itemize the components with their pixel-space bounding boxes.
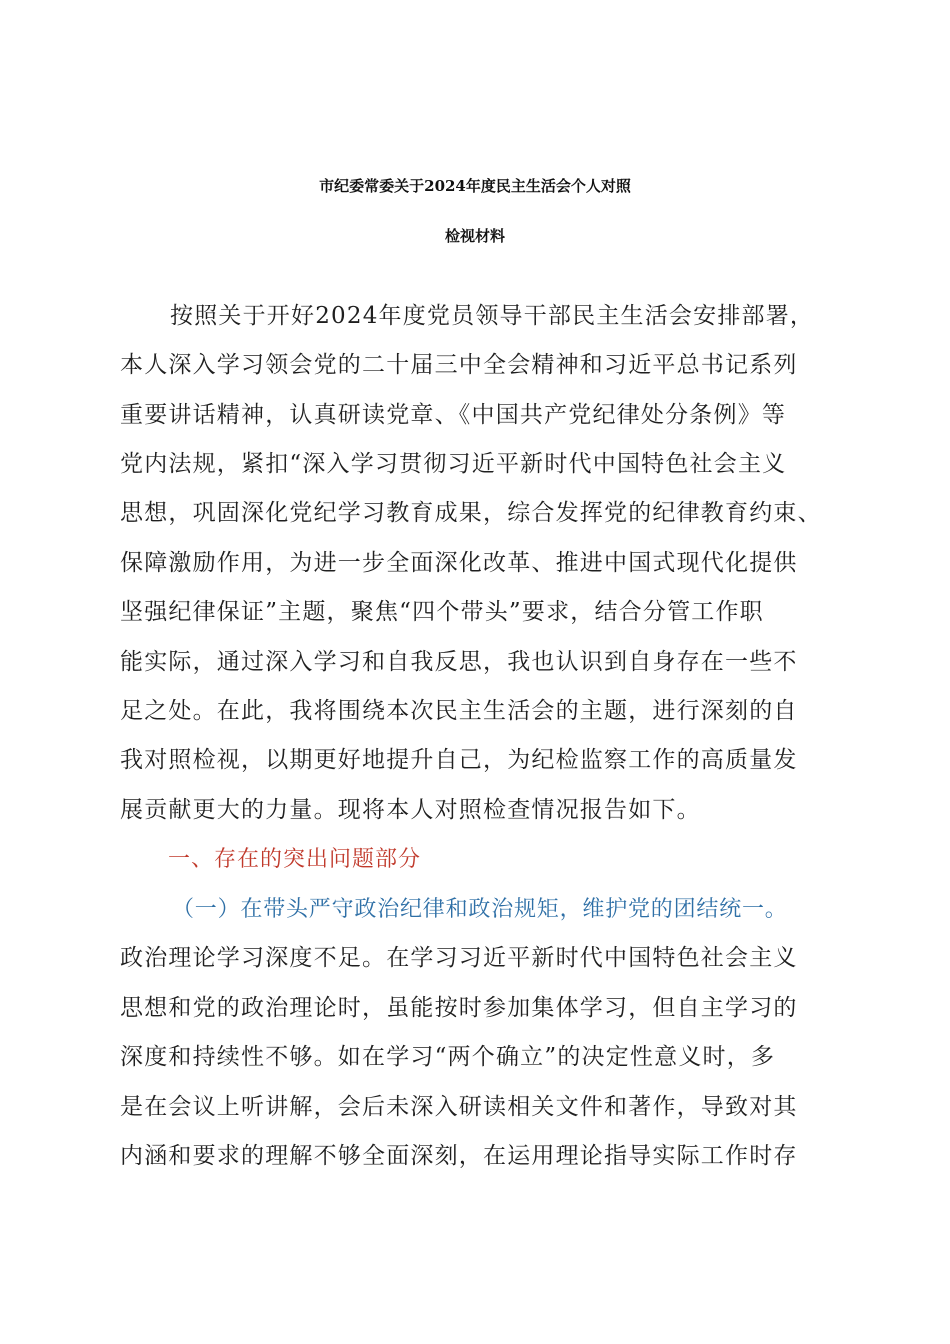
intro-paragraph-line: 能实际，通过深入学习和自我反思，我也认识到自身存在一些不 xyxy=(120,649,798,675)
body-paragraph-line: 是在会议上听讲解，会后未深入研读相关文件和著作，导致对其 xyxy=(120,1094,798,1120)
intro-paragraph-line: 重要讲话精神，认真研读党章、《中国共产党纪律处分条例》等 xyxy=(120,402,787,428)
body-paragraph-line: 思想和党的政治理论时，虽能按时参加集体学习，但自主学习的 xyxy=(120,995,798,1021)
intro-paragraph-line: 思想，巩固深化党纪学习教育成果，综合发挥党的纪律教育约束、 xyxy=(120,500,822,526)
body-paragraph-line: 政治理论学习深度不足。在学习习近平新时代中国特色社会主义 xyxy=(120,945,798,971)
intro-paragraph-line: 展贡献更大的力量。现将本人对照检查情况报告如下。 xyxy=(120,797,701,823)
intro-paragraph-line: 按照关于开好2024年度党员领导干部民主生活会安排部署， xyxy=(170,303,815,329)
intro-paragraph-line: 足之处。在此，我将围绕本次民主生活会的主题，进行深刻的自 xyxy=(120,698,798,724)
section-heading: 一、存在的突出问题部分 xyxy=(168,847,422,872)
document-title-line-1: 市纪委常委关于2024年度民主生活会个人对照 xyxy=(319,177,631,195)
intro-paragraph-line: 本人深入学习领会党的二十届三中全会精神和习近平总书记系列 xyxy=(120,352,798,378)
document-title-line-2: 检视材料 xyxy=(444,227,505,245)
body-paragraph-line: 深度和持续性不够。如在学习“两个确立”的决定性意义时，多 xyxy=(120,1044,776,1070)
intro-paragraph-line: 保障激励作用，为进一步全面深化改革、推进中国式现代化提供 xyxy=(120,550,798,576)
subsection-heading: （一）在带头严守政治纪律和政治规矩，维护党的团结统一。 xyxy=(172,897,788,922)
intro-paragraph-line: 党内法规，紧扣“深入学习贯彻习近平新时代中国特色社会主义 xyxy=(120,451,787,477)
intro-paragraph-line: 我对照检视，以期更好地提升自己，为纪检监察工作的高质量发 xyxy=(120,747,798,773)
intro-paragraph-line: 坚强纪律保证”主题，聚焦“四个带头”要求，结合分管工作职 xyxy=(120,599,764,625)
body-paragraph-line: 内涵和要求的理解不够全面深刻，在运用理论指导实际工作时存 xyxy=(120,1143,798,1169)
